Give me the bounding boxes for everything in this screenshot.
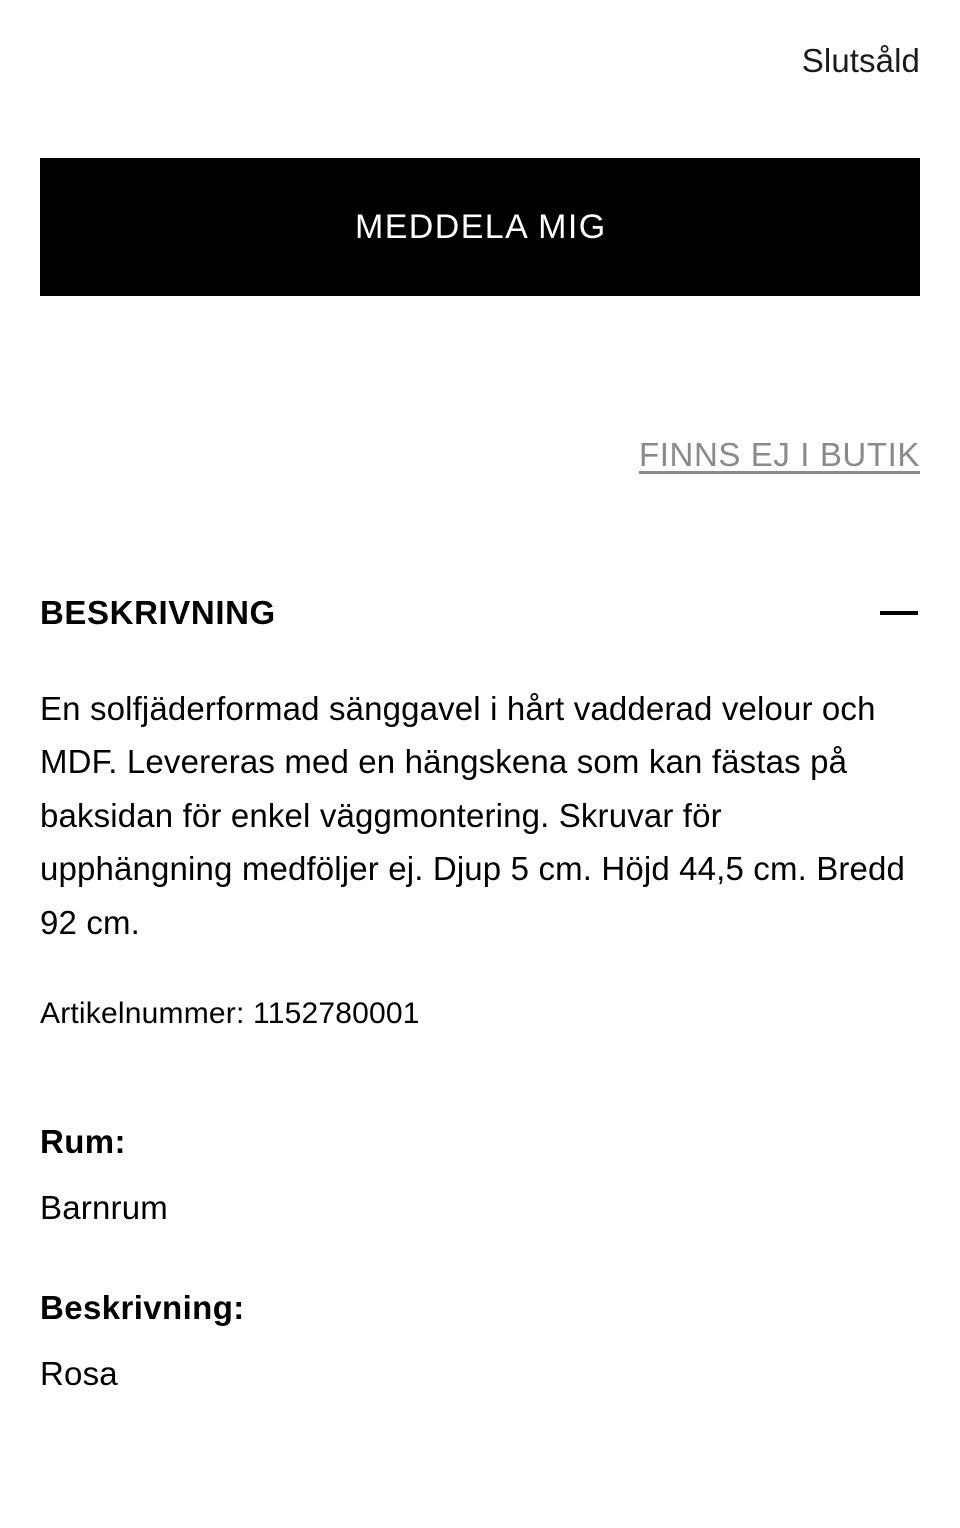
store-availability-row xyxy=(40,436,920,474)
spec-room xyxy=(40,1123,920,1227)
spec-room-value: Barnrum xyxy=(40,1189,168,1227)
stock-status-text: Slutsåld xyxy=(801,42,920,79)
spec-room-label: Rum: xyxy=(40,1123,126,1161)
description-accordion-header[interactable] xyxy=(40,594,920,632)
article-number-text: Artikelnummer: 1152780001 xyxy=(40,997,420,1031)
description-body-text: En solfjäderformad sänggavel i hårt vadderad velour och MDF. Levereras med en hängskena som kan fästas på baksidan för enkel väggmontering. Skruvar för upphängning medföljer ej. Djup 5 cm. Höjd 44,5 cm. Bredd 92 cm. xyxy=(40,690,906,941)
spec-description xyxy=(40,1289,920,1393)
description-accordion xyxy=(40,594,920,1393)
minus-icon[interactable] xyxy=(880,611,918,615)
notify-me-button[interactable]: MEDDELA MIG xyxy=(40,158,920,296)
spec-description-value: Rosa xyxy=(40,1355,118,1393)
description-accordion-title: BESKRIVNING xyxy=(40,594,276,631)
store-availability-link[interactable]: FINNS EJ I BUTIK xyxy=(639,436,920,473)
spec-description-label: Beskrivning: xyxy=(40,1289,245,1327)
